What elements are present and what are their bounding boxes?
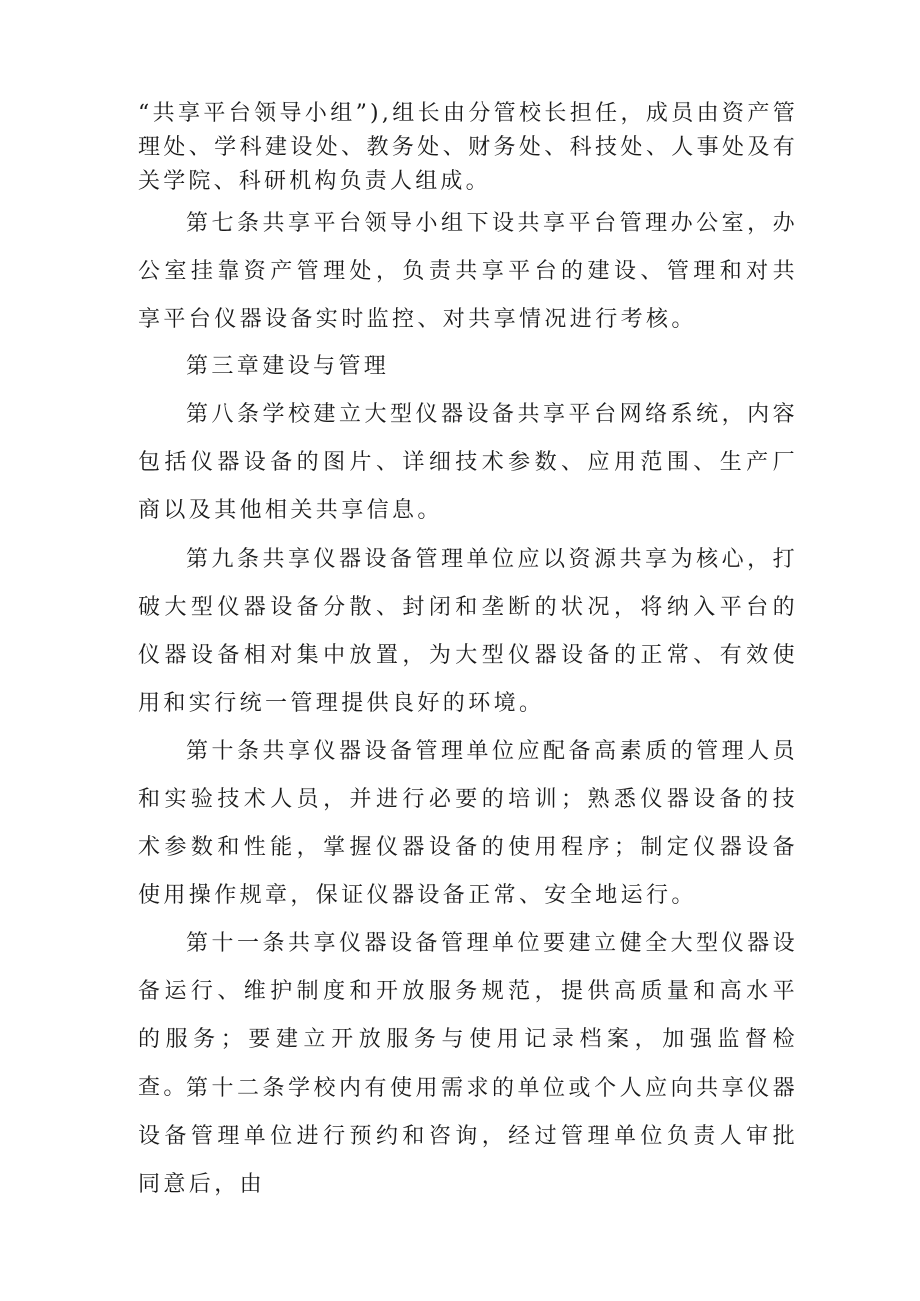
paragraph-article-11: 第十一条共享仪器设备管理单位要建立健全大型仪器设备运行、维护制度和开放服务规范，提供高质量和高水平的服务；要建立开放服务与使用记录档案，加强监督检查。 <box>138 931 798 1100</box>
paragraph-article-7: 第七条共享平台领导小组下设共享平台管理办公室，办公室挂靠资产管理处，负责共享平台的建设、管理和对共享平台仪器设备实时监控、对共享情况进行考核。 <box>138 211 798 332</box>
paragraph-article-9: 第九条共享仪器设备管理单位应以资源共享为核心，打破大型仪器设备分散、封闭和垄断的状况，将纳入平台的仪器设备相对集中放置，为大型仪器设备的正常、有效使用和实行统一管理提供良好的环境。 <box>138 547 798 716</box>
paragraph-article-10: 第十条共享仪器设备管理单位应配备高素质的管理人员和实验技术人员，并进行必要的培训；熟悉仪器设备的技术参数和性能，掌握仪器设备的使用程序；制定仪器设备使用操作规章，保证仪器设备正常、安全地运行。 <box>138 739 798 908</box>
paragraph-article-8: 第八条学校建立大型仪器设备共享平台网络系统，内容包括仪器设备的图片、详细技术参数、应用范围、生产厂商以及其他相关共享信息。 <box>138 402 798 523</box>
paragraph-leading-group: “共享平台领导小组”),组长由分管校长担任，成员由资产管理处、学科建设处、教务处、财务处、科技处、人事处及有关学院、科研机构负责人组成。 <box>138 101 798 194</box>
paragraph-article-12: 第十二条学校内有使用需求的单位或个人应向共享仪器设备管理单位进行预约和咨询，经过管理单位负责人审批同意后，由 <box>138 1076 798 1197</box>
chapter-3-heading: 第三章建设与管理 <box>186 354 390 379</box>
